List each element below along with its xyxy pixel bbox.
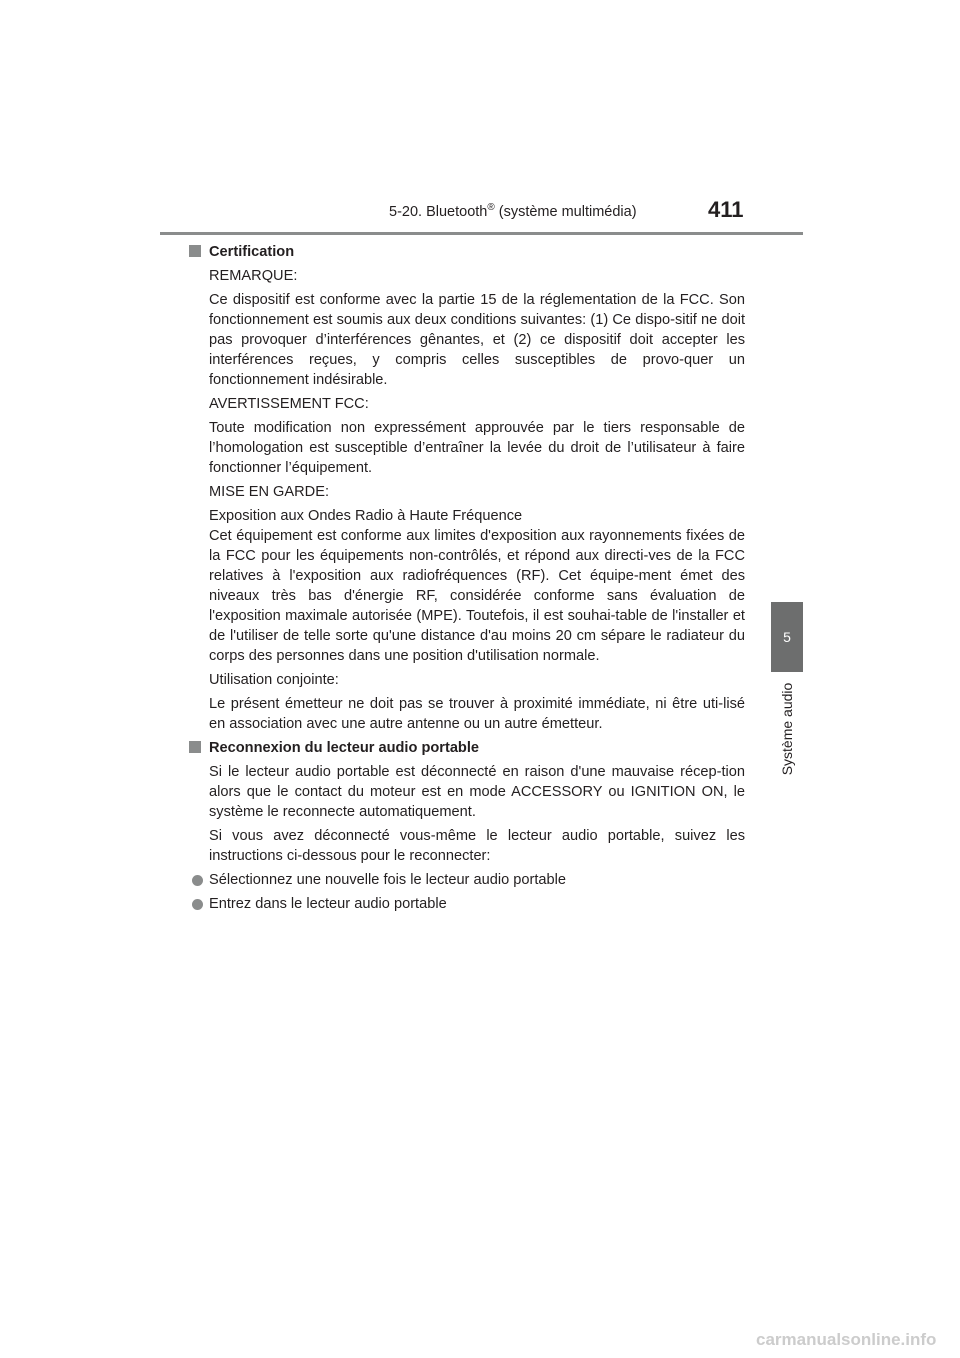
- reconnexion-text-2: Si vous avez déconnecté vous-même le lecteur audio portable, suivez les instructions ci-dessous pour le reconnecter:: [209, 828, 745, 864]
- avertissement-text: Toute modification non expressément approuvée par le tiers responsable de l’homologation est susceptible d’entraîner la levée du droit de l’utilisateur à faire fonctionner l’équipement.: [209, 420, 745, 476]
- avertissement-label: AVERTISSEMENT FCC:: [209, 396, 369, 412]
- list-item-text: Sélectionnez une nouvelle fois le lecteur audio portable: [209, 872, 566, 888]
- section-header-text: 5-20. Bluetooth: [389, 204, 488, 220]
- exposition-title: Exposition aux Ondes Radio à Haute Fréquence: [209, 508, 523, 524]
- circle-bullet-icon: [192, 899, 203, 910]
- page-content: [209, 242, 745, 918]
- section-header-suffix: (système multimédia): [494, 204, 637, 220]
- chapter-number: 5: [783, 629, 791, 645]
- reconnexion-text-1: Si le lecteur audio portable est déconnecté en raison d'une mauvaise récep-tion alors que le contact du moteur est en mode ACCESSORY ou IGNITION ON, le système le reconnecte automatiquement.: [209, 764, 745, 820]
- square-bullet-icon: [189, 245, 201, 257]
- utilisation-label: Utilisation conjointe:: [209, 672, 339, 688]
- list-item-text: Entrez dans le lecteur audio portable: [209, 896, 447, 912]
- reconnexion-heading: [209, 738, 745, 758]
- header-divider: [160, 232, 803, 235]
- chapter-tab: [771, 602, 803, 672]
- exposition-text: Cet équipement est conforme aux limites d'exposition aux rayonnements fixées de la FCC pour les équipements non-contrôlés, et répond aux directi-ves de la FCC relatives à l'exposition aux radiofréquences (RF). Cet équipe-ment émet des niveaux très bas d'énergie RF, considérée conforme sans évaluation de l'exposition maximale autorisée (MPE). Toutefois, il est souhai-table de l'installer et de l'utiliser de telle sorte qu'une distance d'au moins 20 cm sépare le radiateur du corps des personnes dans une position d'utilisation normale.: [209, 528, 745, 664]
- circle-bullet-icon: [192, 875, 203, 886]
- section-header: [389, 204, 637, 220]
- list-item: [209, 870, 745, 890]
- registered-mark: ®: [487, 202, 495, 213]
- remarque-text: Ce dispositif est conforme avec la partie 15 de la réglementation de la FCC. Son fonctionnement est soumis aux deux conditions suivantes: (1) Ce dispo-sitif ne doit pas provoquer d’interférences gênantes, et (2) ce dispositif doit accepter les interférences reçues, y compris celles susceptibles de provo-quer un fonctionnement indésirable.: [209, 292, 745, 388]
- watermark-link[interactable]: carmanualsonline.info: [756, 1330, 937, 1349]
- utilisation-text: Le présent émetteur ne doit pas se trouver à proximité immédiate, ni être uti-lisé en association avec une autre antenne ou un autre émetteur.: [209, 696, 745, 732]
- mise-en-garde-label: MISE EN GARDE:: [209, 484, 330, 500]
- certification-title: Certification: [209, 244, 295, 260]
- square-bullet-icon: [189, 741, 201, 753]
- remarque-label: REMARQUE:: [209, 268, 298, 284]
- list-item: [209, 894, 745, 914]
- chapter-label: Système audio: [779, 682, 795, 776]
- page-number: 411: [708, 197, 744, 222]
- certification-heading: [209, 242, 745, 262]
- reconnexion-title: Reconnexion du lecteur audio portable: [209, 740, 480, 756]
